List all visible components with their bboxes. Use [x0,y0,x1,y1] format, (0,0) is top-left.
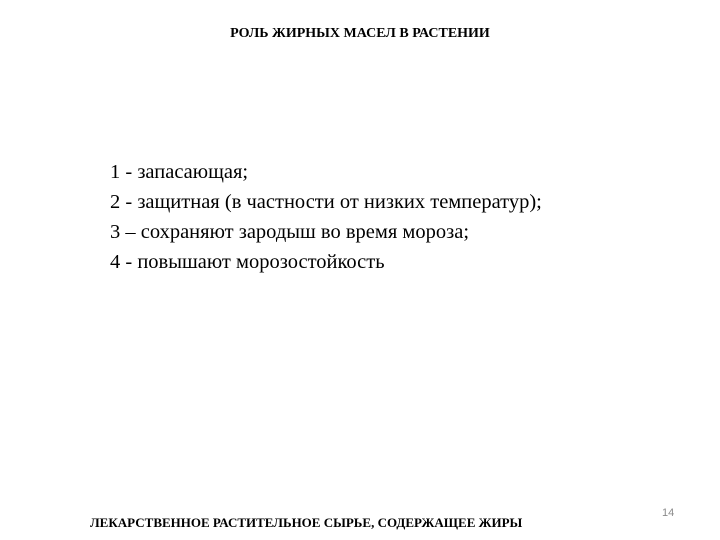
slide-footer: ЛЕКАРСТВЕННОЕ РАСТИТЕЛЬНОЕ СЫРЬЕ, СОДЕРЖАЩЕЕ ЖИРЫ [90,515,523,530]
list-item: 1 - запасающая; [110,161,249,183]
slide-title: РОЛЬ ЖИРНЫХ МАСЕЛ В РАСТЕНИИ [230,26,490,41]
list-item: 4 - повышают морозостойкость [110,251,385,273]
list-item: 2 - защитная (в частности от низких температур); [110,191,542,213]
page-number: 14 [662,507,675,519]
roles-list [110,157,542,277]
list-item: 3 – сохраняют зародыш во время мороза; [110,221,470,243]
